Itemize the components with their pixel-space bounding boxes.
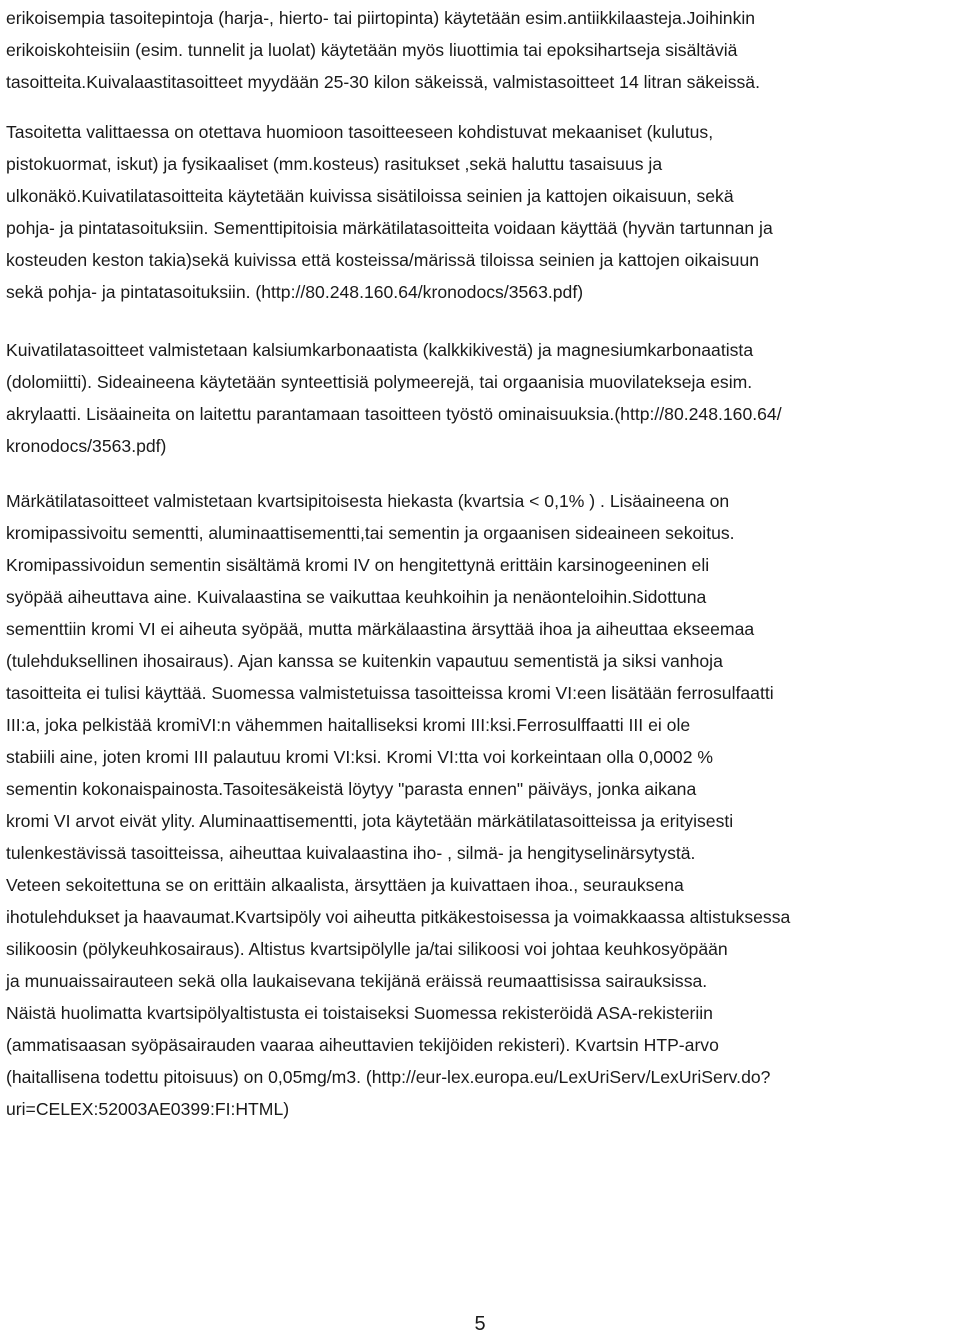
text-line: tasoitteita.Kuivalaastitasoitteet myydään 25-30 kilon säkeissä, valmistasoitteet 14 litran säkeissä. [6, 72, 760, 92]
text-line: Näistä huolimatta kvartsipölyaltistusta ei toistaiseksi Suomessa rekisteröidä ASA-rekisteriin [6, 1003, 713, 1023]
text-line: Kromipassivoidun sementin sisältämä kromi IV on hengitettynä erittäin karsinogeeninen eli [6, 555, 710, 575]
text-line: erikoiskohteisiin (esim. tunnelit ja luolat) käytetään myös liuottimia tai epoksihartseja sisältäviä [6, 40, 738, 60]
text-line: sementtiin kromi VI ei aiheuta syöpää, mutta märkälaastina ärsyttää ihoa ja aiheuttaa ekseemaa [6, 619, 755, 639]
text-line: uri=CELEX:52003AE0399:FI:HTML) [6, 1099, 290, 1119]
text-line: stabiili aine, joten kromi III palautuu kromi VI:ksi. Kromi VI:tta voi korkeintaan olla 0,0002 % [6, 747, 714, 767]
page-number: 5 [474, 1313, 486, 1335]
text-line: Tasoitetta valittaessa on otettava huomioon tasoitteeseen kohdistuvat mekaaniset (kulutus, [6, 122, 714, 142]
text-line: kromi VI arvot eivät ylity. Aluminaattisementti, jota käytetään märkätilatasoitteissa ja erityisesti [6, 811, 734, 831]
text-line: III:a, joka pelkistää kromiVI:n vähemmen haitalliseksi kromi III:ksi.Ferrosulffaatti III ei ole [6, 715, 691, 735]
text-line: tasoitteita ei tulisi käyttää. Suomessa valmistetuissa tasoitteissa kromi VI:een lisätään ferrosulfaatti [6, 683, 774, 703]
text-line: syöpää aiheuttava aine. Kuivalaastina se vaikuttaa keuhkoihin ja nenäonteloihin.Sidottuna [6, 587, 707, 607]
text-line: Veteen sekoitettuna se on erittäin alkaalista, ärsyttäen ja kuivattaen ihoa., seurauksena [6, 875, 684, 895]
text-line: Märkätilatasoitteet valmistetaan kvartsipitoisesta hiekasta (kvartsia < 0,1% ) . Lisäaineena on [6, 491, 730, 511]
paragraph-choosing-filler [6, 116, 773, 308]
text-line: kosteuden keston takia)sekä kuivissa että kosteissa/märissä tiloissa seinien ja kattojen oikaisuun [6, 250, 760, 270]
text-line: (dolomiitti). Sideaineena käytetään synteettisiä polymeerejä, tai orgaanisia muovilatekseja esim. [6, 372, 753, 392]
text-line: sekä pohja- ja pintatasoituksiin. (http://80.248.160.64/kronodocs/3563.pdf) [6, 282, 584, 302]
text-line: (haitallisena todettu pitoisuus) on 0,05mg/m3. (http://eur-lex.europa.eu/LexUriServ/LexUriServ.do? [6, 1067, 771, 1087]
text-line: ihotulehdukset ja haavaumat.Kvartsipöly voi aiheutta pitkäkestoisessa ja voimakkaassa altistuksessa [6, 907, 791, 927]
text-line: kronodocs/3563.pdf) [6, 436, 167, 456]
text-line: (ammatisaasan syöpäsairauden vaaraa aiheuttavien tekijöiden rekisteri). Kvartsin HTP-arvo [6, 1035, 719, 1055]
text-line: silikoosin (pölykeuhkosairaus). Altistus kvartsipölylle ja/tai silikoosi voi johtaa keuhkosyöpään [6, 939, 728, 959]
paragraph-plastering-types [6, 2, 760, 98]
text-line: ja munuaissairauteen sekä olla laukaisevana tekijänä eräissä reumaattisissa sairauksissa. [6, 971, 708, 991]
text-line: pohja- ja pintatasoituksiin. Sementtipitoisia märkätilatasoitteita voidaan käyttää (hyvän tartunnan ja [6, 218, 773, 238]
text-line: tulenkestävissä tasoitteissa, aiheuttaa kuivalaastina iho- , silmä- ja hengitysel​inärsytystä. [6, 843, 696, 863]
text-line: kromipassivoitu sementti, aluminaattisementti,tai sementin ja orgaanisen sideaineen sekoitus. [6, 523, 735, 543]
text-line: sementin kokonaispainosta.Tasoitesäkeistä löytyy "parasta ennen" päiväys, jonka aikana [6, 779, 697, 799]
text-line: ulkonäkö.Kuivatilatasoitteita käytetään kuivissa sisätiloissa seinien ja kattojen oikaisuun, sekä [6, 186, 734, 206]
text-line: pistokuormat, iskut) ja fysikaaliset (mm.kosteus) rasitukset ,sekä haluttu tasaisuus ja [6, 154, 663, 174]
paragraph-wet-room-fillers [6, 485, 790, 1125]
text-line: akrylaatti. Lisäaineita on laitettu parantamaan tasoitteen työstö ominaisuuksia.(http://80.248.160.64/ [6, 404, 782, 424]
text-line: (tulehduksellinen ihosairaus). Ajan kanssa se kuitenkin vapautuu sementistä ja siksi vanhoja [6, 651, 723, 671]
text-line: erikoisempia tasoitepintoja (harja-, hierto- tai piirtopinta) käytetään esim.antiikkilaasteja.Joihinkin [6, 8, 756, 28]
paragraph-dry-room-fillers [6, 334, 782, 462]
text-line: Kuivatilatasoitteet valmistetaan kalsiumkarbonaatista (kalkkikivestä) ja magnesiumkarbonaatista [6, 340, 754, 360]
